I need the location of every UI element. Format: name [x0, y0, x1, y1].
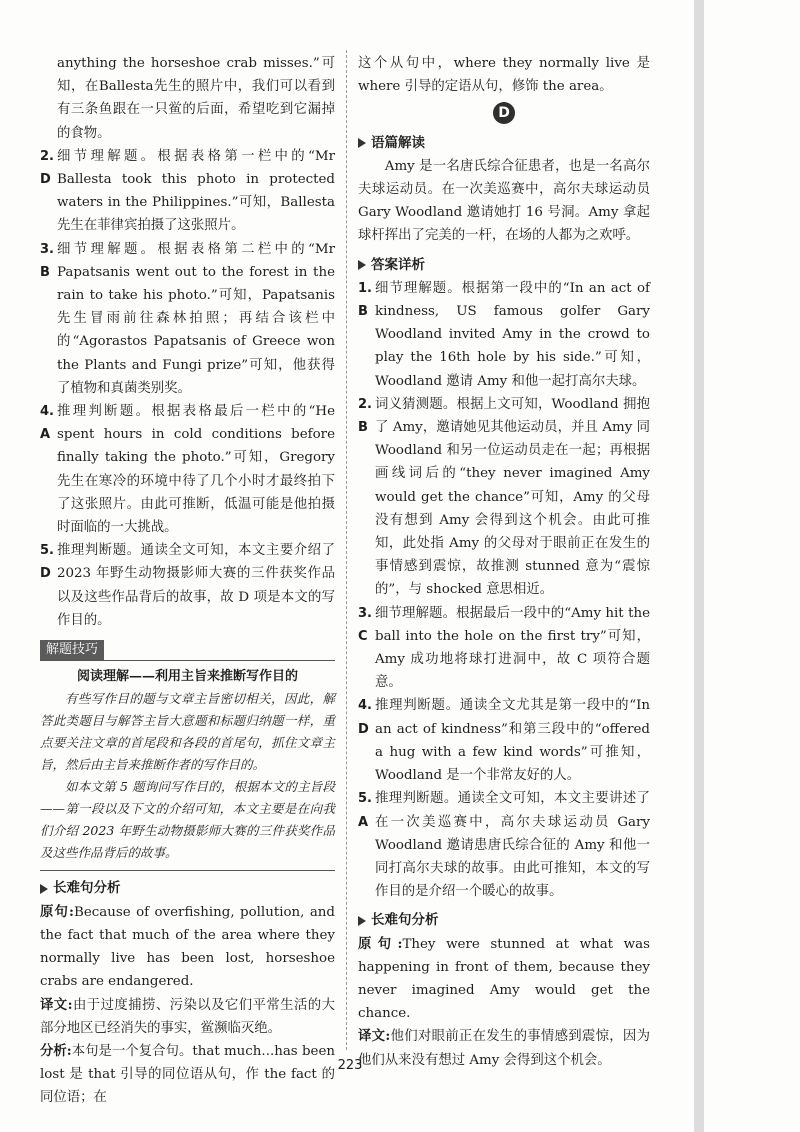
original-label: 原句:: [358, 935, 403, 952]
answer-item: [358, 694, 650, 787]
answer-item: [358, 787, 650, 903]
answer-explanation: 细节理解题。根据第一段中的“In an act of kindness, US famous golfer Gary Woodland invited Amy in the crowd to play the 16th hole by his side.”可知，Woodland 邀请 Amy 和他一起打高尔夫球。: [375, 280, 650, 389]
analysis-label: 分析:: [40, 1042, 72, 1059]
original-sentence: [358, 933, 650, 1026]
tip-paragraph: 如本文第 5 题询问写作目的，根据本文的主旨段——第一段以及下文的介绍可知，本文主要是在向我们介绍 2023 年野生动物摄影师大赛的三件获奖作品及这些作品背后的故事。: [40, 779, 335, 861]
answer-item: [40, 539, 335, 632]
answer-number: 1. B: [358, 280, 372, 320]
page-number: 223: [337, 1058, 363, 1073]
original-label: 原句:: [40, 903, 75, 920]
answer-explanation: 细节理解题。根据表格第一栏中的“Mr Ballesta took this photo in protected waters in the Philippines.”可知，Ballesta 先生在菲律宾拍摄了这张照片。: [57, 148, 335, 234]
right-column: [358, 52, 650, 1072]
answer-number: 4. A: [40, 404, 54, 443]
answer-item: [40, 145, 335, 238]
passage-d-badge: D: [493, 102, 515, 124]
section-heading-text: 语篇解读: [371, 134, 425, 151]
tip-rule: [40, 870, 335, 871]
section-heading: [358, 254, 650, 277]
continued-answer: anything the horseshoe crab misses.”可知，在Ballesta先生的照片中，我们可以看到有三条鱼跟在一只鲎的后面，希望吃到它漏掉的食物。: [57, 56, 335, 141]
section-heading-text: 长难句分析: [53, 880, 121, 897]
answer-number: 2. D: [40, 148, 54, 188]
triangle-bullet-icon: [40, 884, 48, 894]
translation-text: 他们对眼前正在发生的事情感到震惊，因为他们从来没有想过 Amy 会得到这个机会。: [358, 1029, 650, 1068]
page-edge-tab: [694, 0, 704, 1132]
tip-title: 阅读理解——利用主旨来推断写作目的: [76, 669, 298, 685]
answer-explanation: 推理判断题。通读全文尤其是第一段中的“In an act of kindness”和第三段中的“offered a hug with a few kind words”可推知，Woodland 是一个非常友好的人。: [375, 698, 650, 784]
translation: [40, 994, 335, 1040]
original-text: They were stunned at what was happening in front of them, because they never imagined Amy would get the chance.: [358, 936, 650, 1022]
answer-item: [358, 277, 650, 393]
answer-explanation: 词义猜测题。根据上文可知，Woodland 拥抱了 Amy，邀请她见其他运动员，并且 Amy 同 Woodland 和另一位运动员走在一起；再根据画线词后的“they never imagined Amy would get the chance”可知，Amy 的父母没有想到 Amy 会得到这个机会。由此可推知，此处指 Amy 的父母对于眼前正在发生的事情感到震惊，故推测 stunned 意为“震惊的”，与 shocked 意思相近。: [375, 396, 650, 598]
answer-number: 2. B: [358, 396, 372, 436]
section-heading: [358, 132, 650, 155]
answer-number: 4. D: [358, 698, 372, 737]
answer-explanation: 推理判断题。根据表格最后一栏中的“He spent hours in cold conditions before finally taking the photo.”可知，Gregory 先生在寒冷的环境中待了几个小时才最终拍下了这张照片。由此可推断，低温可能是他拍摄时面临的一大挑战。: [57, 404, 335, 536]
section-heading-text: 长难句分析: [371, 912, 439, 929]
passage-badge-wrap: [358, 102, 650, 125]
column-divider: [346, 50, 347, 1050]
continued-analysis: 这个从句中，where they normally live 是 where 引导的定语从句，修饰 the area。: [358, 56, 650, 95]
answer-item: [358, 602, 650, 695]
analysis: [40, 1040, 335, 1110]
triangle-bullet-icon: [358, 916, 366, 926]
section-heading-text: 答案详析: [371, 256, 425, 273]
answer-explanation: 推理判断题。通读全文可知，本文主要讲述了在一次美巡赛中，高尔夫球运动员 Gary Woodland 邀请患唐氏综合征的 Amy 和他一同打高尔夫球的故事。由此可推知，本文的写作目的是介绍一个暖心的故事。: [375, 791, 650, 900]
analysis-text: 本句是一个复合句。that much...has been lost 是 that 引导的同位语从句，作 the fact 的同位语；在: [40, 1043, 335, 1106]
translation-label: 译文:: [40, 996, 73, 1013]
triangle-bullet-icon: [358, 260, 366, 270]
answer-number: 3. B: [40, 241, 54, 280]
triangle-bullet-icon: [358, 138, 366, 148]
left-column: [40, 52, 335, 1110]
answer-item: [40, 238, 335, 400]
answer-number: 3. C: [358, 605, 372, 644]
tip-rule: [40, 660, 335, 661]
answer-explanation: 推理判断题。通读全文可知，本文主要介绍了 2023 年野生动物摄影师大赛的三件获奖作品以及这些作品背后的故事，故 D 项是本文的写作目的。: [57, 543, 335, 628]
tip-tag: 解题技巧: [40, 640, 104, 660]
tip-paragraph: 有些写作目的题与文章主旨密切相关，因此，解答此类题目与解答主旨大意题和标题归纳题一样，重点要关注文章的首尾段和各段的首尾句，抓住文章主旨，然后由主旨来推断作者的写作目的。: [40, 691, 335, 773]
answer-item: [40, 400, 335, 539]
tip-box: [40, 638, 335, 871]
answer-number: 5. A: [358, 791, 372, 830]
answer-explanation: 细节理解题。根据表格第二栏中的“Mr Papatsanis went out to the forest in the rain to take his photo.”可知，Papatsanis 先生冒雨前往森林拍照；再结合该栏中的“Agorastos Papatsanis of Greece won the Plants and Fungi prize”可知，他获得了植物和真菌类别奖。: [57, 241, 335, 396]
passage-summary: Amy 是一名唐氏综合征患者，也是一名高尔夫球运动员。在一次美巡赛中，高尔夫球运动员 Gary Woodland 邀请她打 16 号洞。Amy 拿起球杆挥出了完美的一杆，在场的人都为之欢呼。: [358, 158, 650, 244]
translation-label: 译文:: [358, 1028, 391, 1045]
answer-item: [358, 393, 650, 602]
answer-explanation: 细节理解题。根据最后一段中的“Amy hit the ball into the hole on the first try”可知，Amy 成功地将球打进洞中，故 C 项符合题意。: [375, 605, 650, 691]
translation-text: 由于过度捕捞、污染以及它们平常生活的大部分地区已经消失的事实，鲎濒临灭绝。: [40, 997, 336, 1036]
section-heading: [40, 877, 335, 900]
original-text: Because of overfishing, pollution, and the fact that much of the area where they normally live has been lost, horseshoe crabs are endangered.: [40, 904, 336, 990]
original-sentence: [40, 901, 335, 994]
answer-number: 5. D: [40, 543, 54, 582]
section-heading: [358, 909, 650, 932]
